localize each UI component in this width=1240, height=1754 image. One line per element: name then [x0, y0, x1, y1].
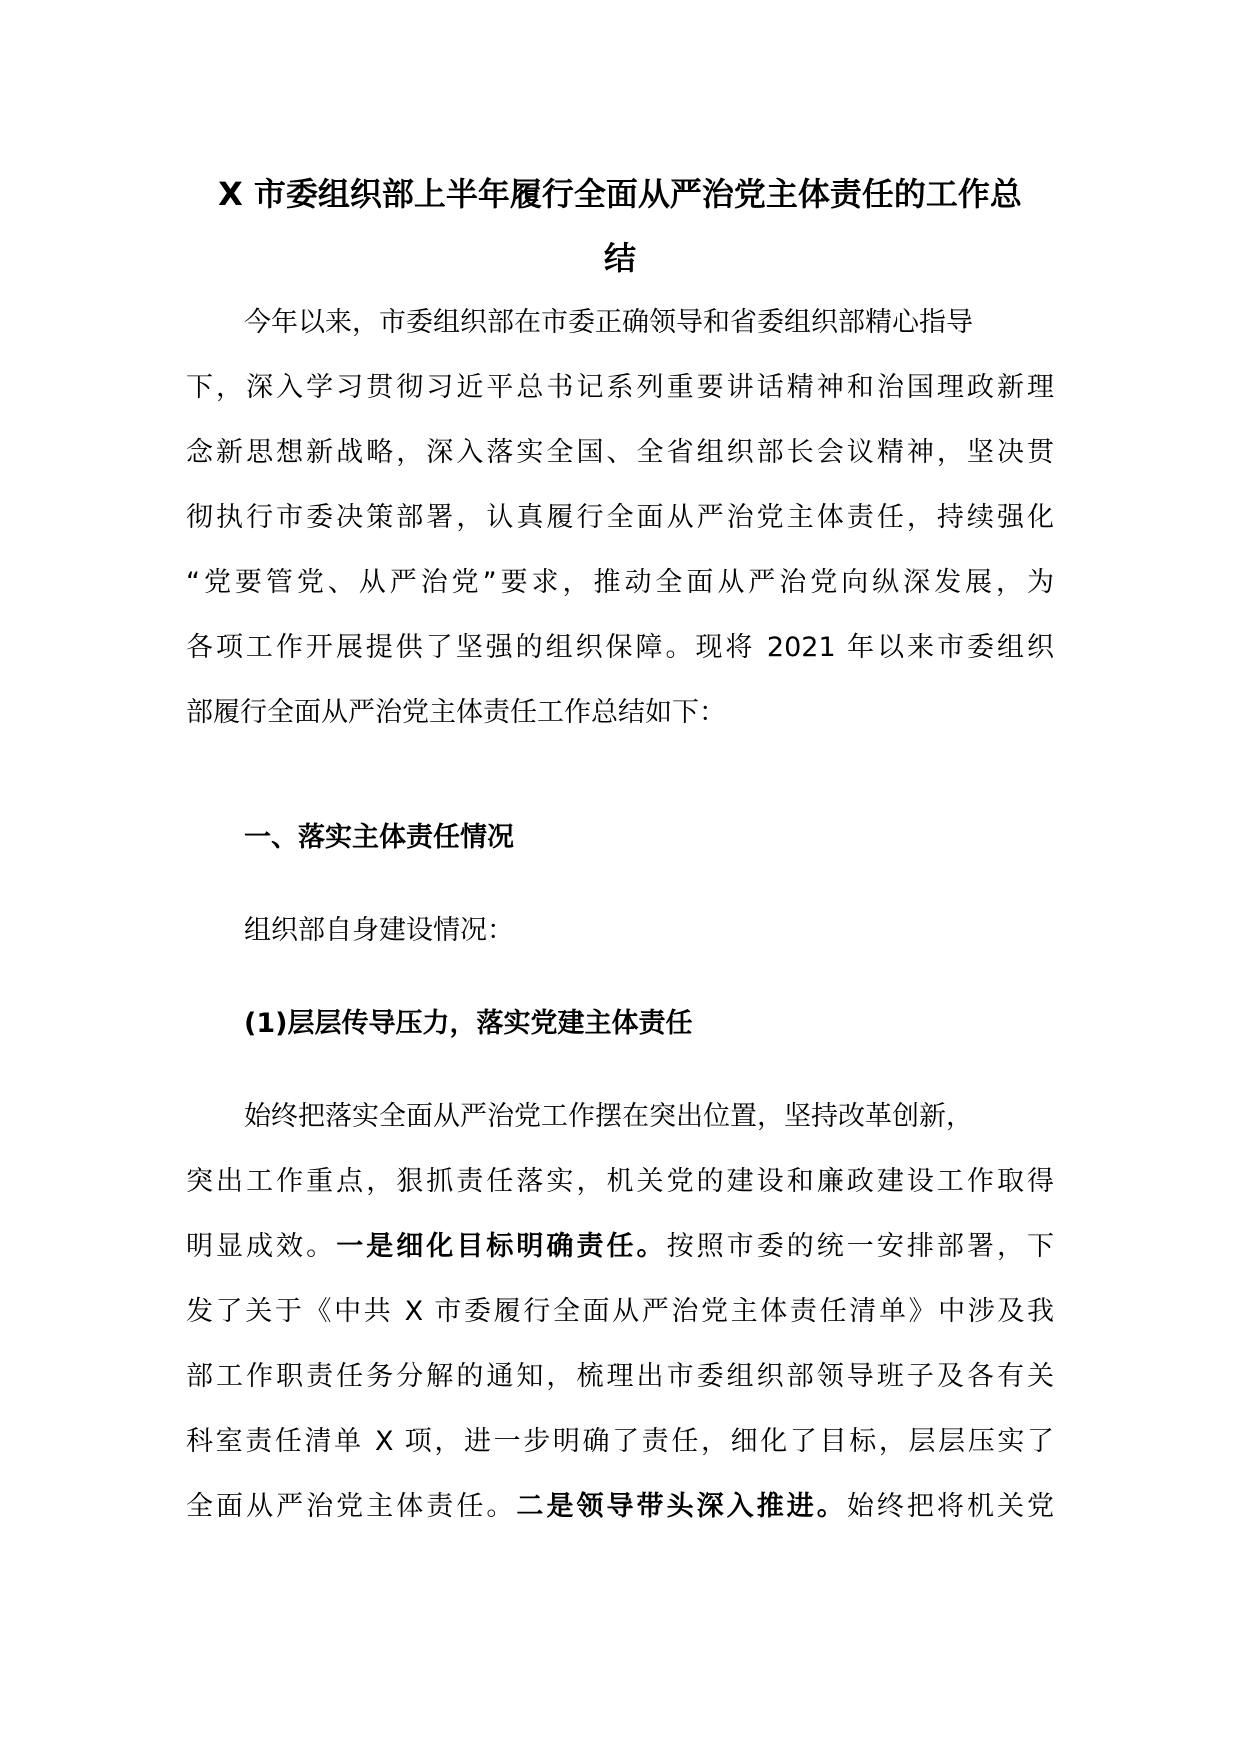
- body-emphasis-2: 二是领导带头深入推进。: [516, 1491, 847, 1522]
- intro-line-3: 念新思想新战略，深入落实全国、全省组织部长会议精神，坚决贯: [186, 437, 1054, 468]
- body-line-7: [186, 1474, 1054, 1539]
- intro-line-6: 各项工作开展提供了坚强的组织保障。现将 2021 年以来市委组织: [186, 632, 1054, 663]
- document-title: [186, 162, 1054, 290]
- section-heading-1: 一、落实主体责任情况: [244, 822, 514, 853]
- body-emphasis-1: 一是细化目标明确责任。: [336, 1231, 667, 1262]
- intro-line-2: 下，深入学习贯彻习近平总书记系列重要讲话精神和治国理政新理: [186, 372, 1054, 403]
- intro-paragraph: [186, 290, 1054, 745]
- intro-line-1: 今年以来，市委组织部在市委正确领导和省委组织部精心指导: [244, 307, 973, 338]
- intro-line-7: 部履行全面从严治党主体责任工作总结如下：: [186, 697, 726, 728]
- body-line-3-text-c: 按照市委的统一安排部署，下: [666, 1231, 1055, 1262]
- body-line-7-text-a: 全面从严治党主体责任。: [186, 1491, 517, 1522]
- body-line-6: 科室责任清单 X 项，进一步明确了责任，细化了目标，层层压实了: [186, 1426, 1054, 1457]
- body-line-2: 突出工作重点，狠抓责任落实，机关党的建设和廉政建设工作取得: [186, 1166, 1054, 1197]
- body-line-1: 始终把落实全面从严治党工作摆在突出位置，坚持改革创新，: [244, 1101, 973, 1132]
- title-line-2: 结: [603, 239, 636, 277]
- body-line-5: 部工作职责任务分解的通知，梳理出市委组织部领导班子及各有关: [186, 1361, 1054, 1392]
- body-line-4: 发了关于《中共 X 市委履行全面从严治党主体责任清单》中涉及我: [186, 1296, 1054, 1327]
- body-line-3-text-a: 明显成效。: [186, 1231, 337, 1262]
- body-paragraph: [186, 1084, 1054, 1539]
- intro-line-5: “党要管党、从严治党”要求，推动全面从严治党向纵深发展，为: [186, 567, 1054, 598]
- intro-line-4: 彻执行市委决策部署，认真履行全面从严治党主体责任，持续强化: [186, 502, 1054, 533]
- section-sub-label: 组织部自身建设情况：: [244, 915, 514, 946]
- item-heading-1: (1)层层传导压力，落实党建主体责任: [244, 1008, 693, 1039]
- body-line-7-text-c: 始终把将机关党: [846, 1491, 1055, 1522]
- body-line-3: [186, 1214, 1054, 1279]
- title-line-1: X 市委组织部上半年履行全面从严治党主体责任的工作总: [218, 175, 1022, 213]
